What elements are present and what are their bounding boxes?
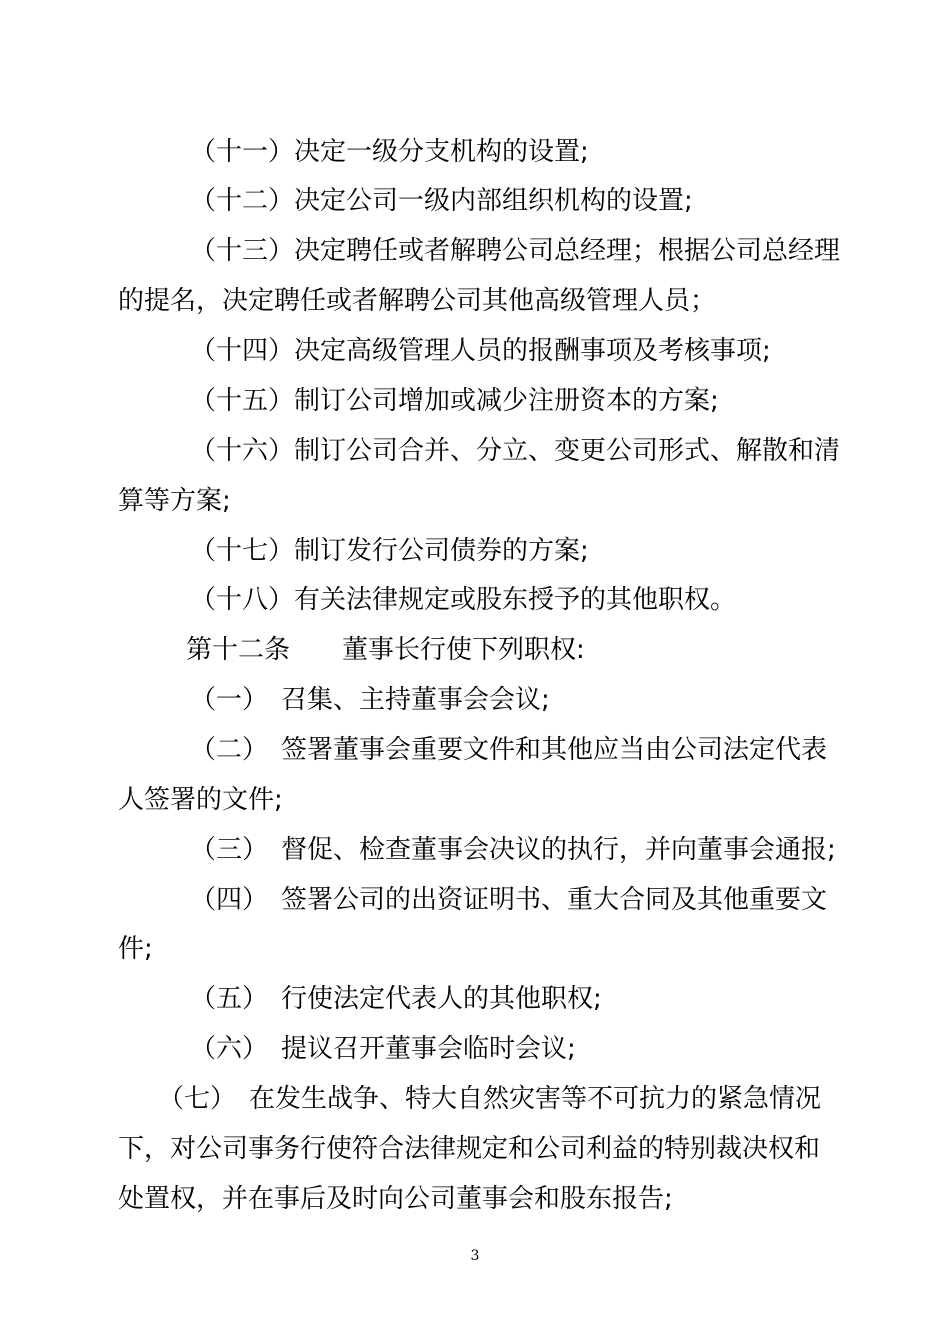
- text-line: （十八）有关法律规定或股东授予的其他职权。: [190, 585, 737, 615]
- text-line: 件;: [118, 934, 153, 964]
- text-line: （十六）制订公司合并、分立、变更公司形式、解散和清: [190, 436, 841, 466]
- text-line: 下，对公司事务行使符合法律规定和公司利益的特别裁决权和: [118, 1134, 821, 1164]
- text-line: （三） 督促、检查董事会决议的执行，并向董事会通报;: [190, 835, 836, 865]
- text-line: （五） 行使法定代表人的其他职权;: [190, 984, 602, 1014]
- text-line: （十四）决定高级管理人员的报酬事项及考核事项;: [190, 336, 771, 366]
- text-line: （十二）决定公司一级内部组织机构的设置;: [190, 186, 693, 216]
- text-line: （六） 提议召开董事会临时会议;: [190, 1034, 576, 1064]
- text-line: 人签署的文件;: [118, 785, 283, 815]
- text-line: （七） 在发生战争、特大自然灾害等不可抗力的紧急情况: [158, 1084, 822, 1114]
- text-line: （十七）制订发行公司债券的方案;: [190, 536, 589, 566]
- text-line: （十三）决定聘任或者解聘公司总经理；根据公司总经理: [190, 236, 841, 266]
- text-line: 处置权，并在事后及时向公司董事会和股东报告;: [118, 1184, 673, 1214]
- text-line: 算等方案;: [118, 486, 231, 516]
- text-line: （十一）决定一级分支机构的设置;: [190, 137, 589, 167]
- article-heading: 第十二条 董事长行使下列职权:: [186, 635, 585, 665]
- text-line: （一） 召集、主持董事会会议;: [190, 685, 550, 715]
- text-line: （四） 签署公司的出资证明书、重大合同及其他重要文: [190, 885, 828, 915]
- page-number: 3: [470, 1248, 480, 1264]
- text-line: （十五）制订公司增加或减少注册资本的方案;: [190, 386, 719, 416]
- text-line: （二） 签署董事会重要文件和其他应当由公司法定代表: [190, 735, 828, 765]
- text-line: 的提名，决定聘任或者解聘公司其他高级管理人员；: [118, 286, 717, 316]
